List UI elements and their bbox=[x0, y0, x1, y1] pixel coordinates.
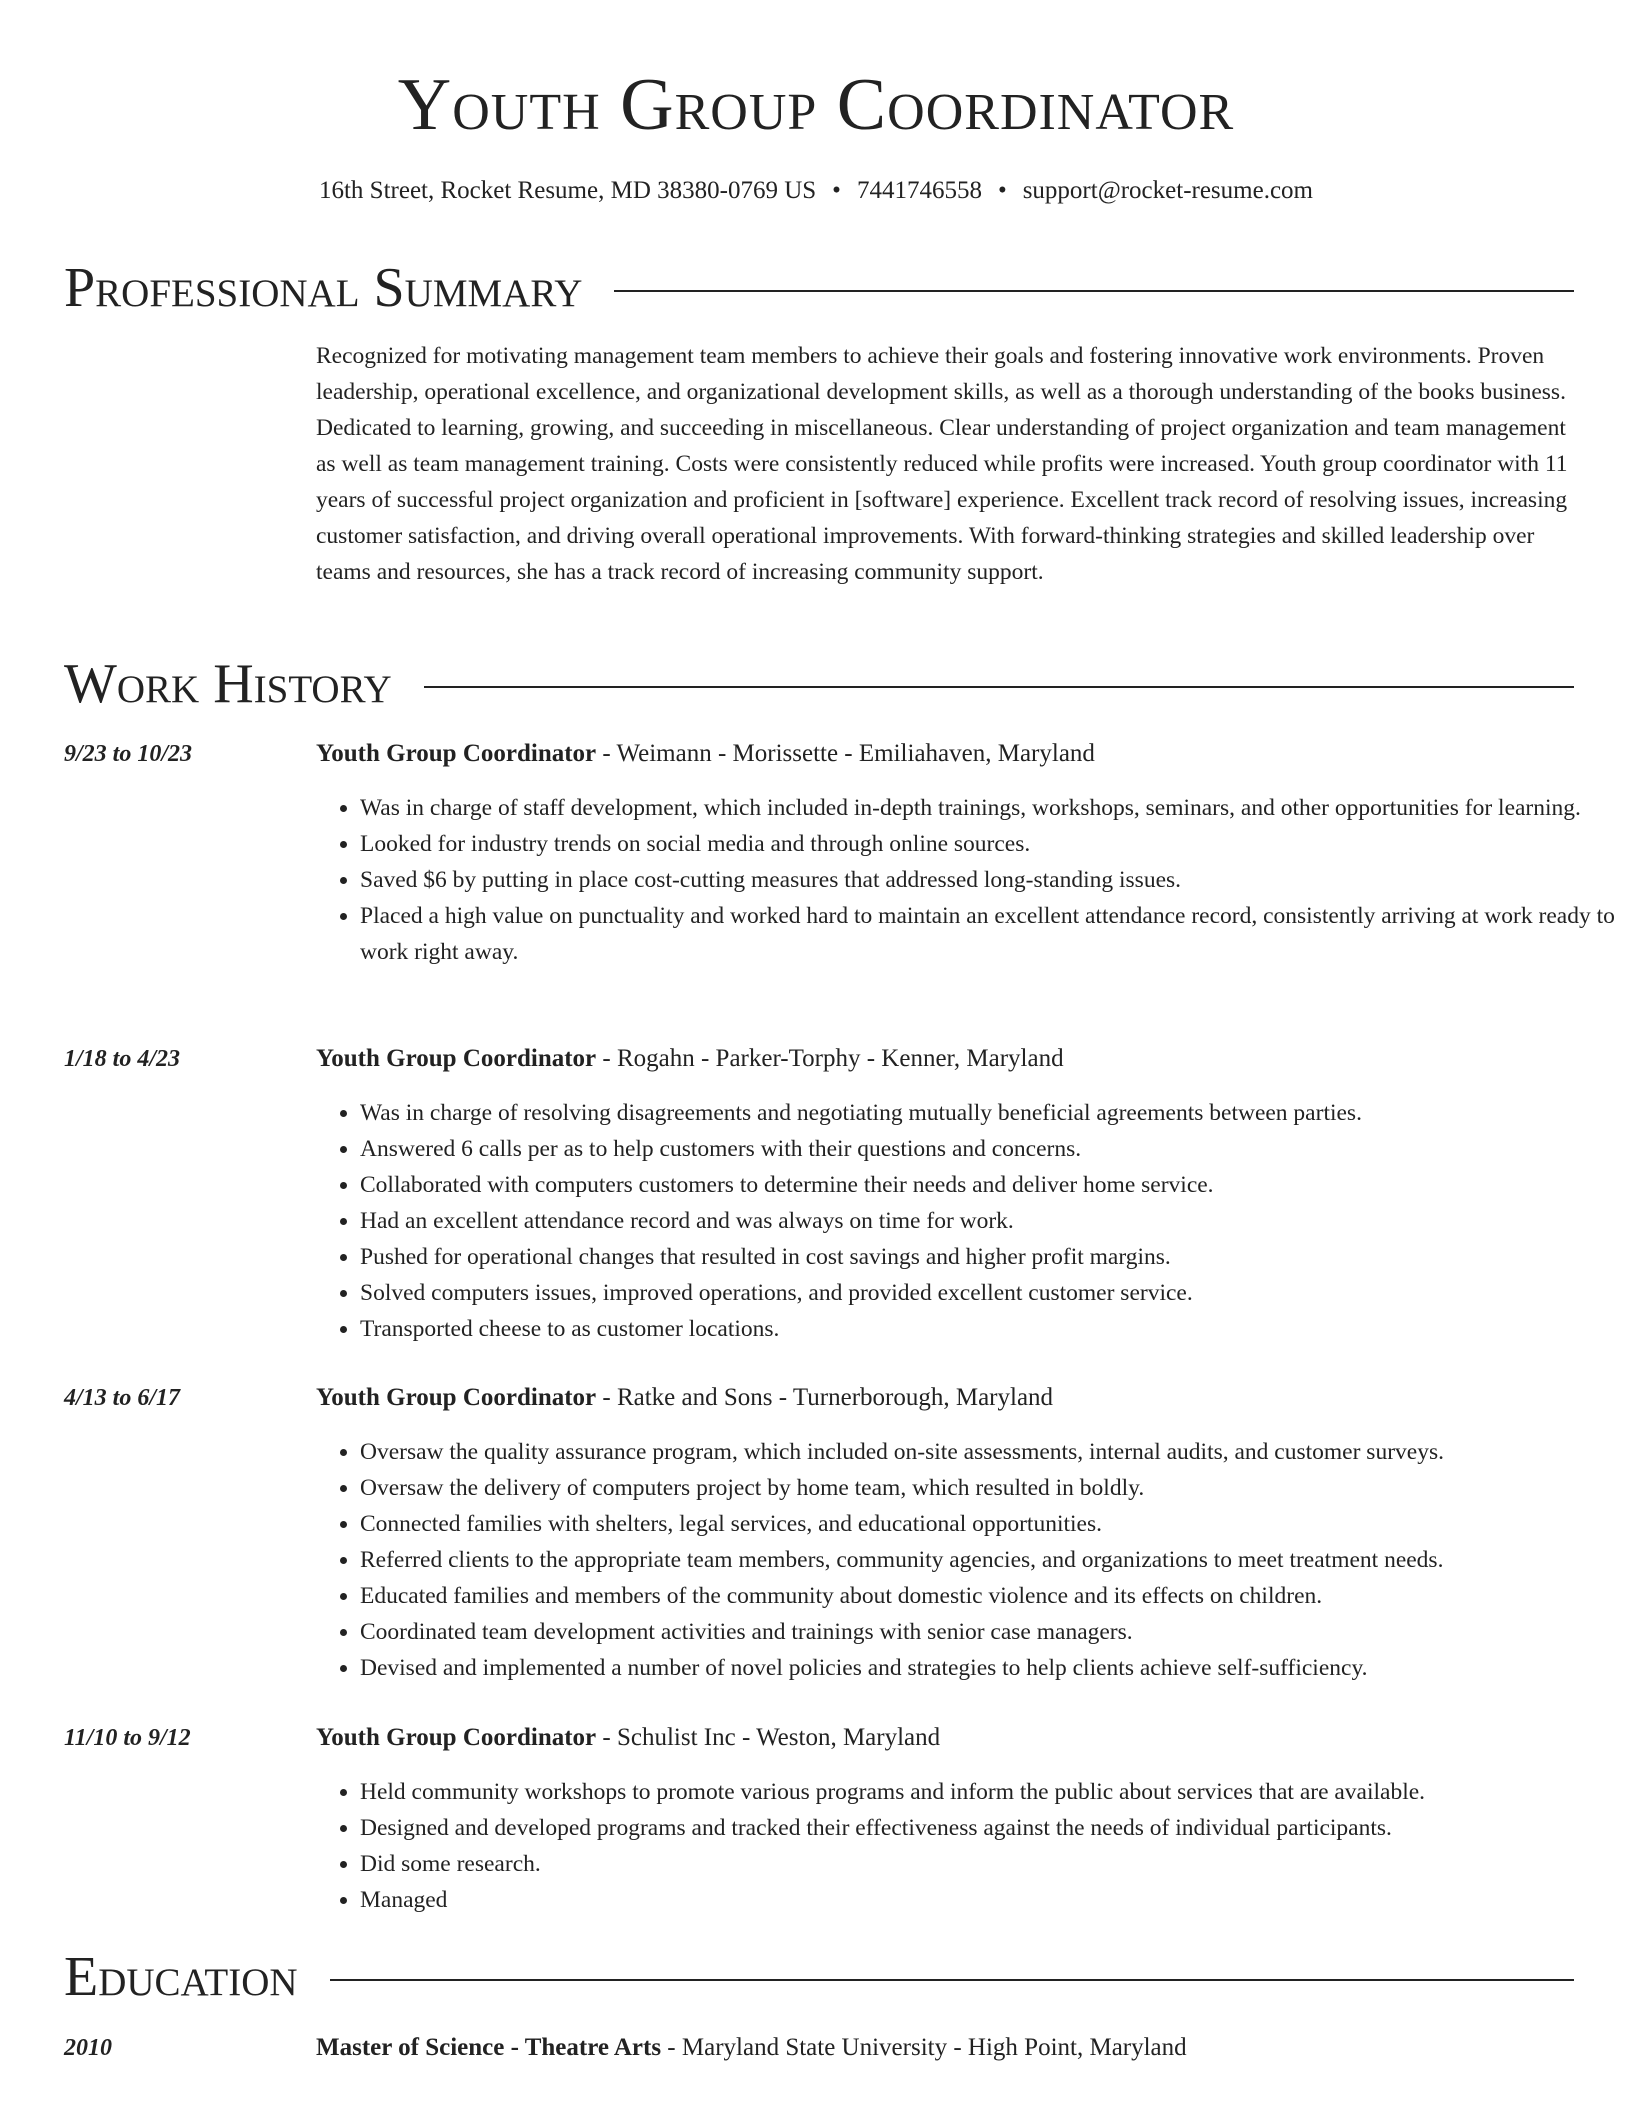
bullet-item: • Referred clients to the appropriate team members, community agencies, and organizations to meet treatment needs. bbox=[360, 1542, 1622, 1578]
education-details: - Maryland State University - High Point, Maryland bbox=[661, 2034, 1187, 2061]
job-date: 4/13 to 6/17 bbox=[64, 1385, 181, 1411]
work-history-section-header bbox=[64, 652, 1574, 716]
job-heading bbox=[316, 1720, 940, 1756]
job-role: Youth Group Coordinator bbox=[316, 740, 597, 767]
job-bullets bbox=[316, 790, 1622, 970]
job-details: - Weimann - Morissette - Emiliahaven, Maryland bbox=[596, 740, 1095, 767]
bullet-item: • Oversaw the delivery of computers project by home team, which resulted in boldly. bbox=[360, 1470, 1622, 1506]
email: support@rocket-resume.com bbox=[1022, 177, 1313, 204]
job-details: - Schulist Inc - Weston, Maryland bbox=[596, 1724, 941, 1751]
job-details: - Ratke and Sons - Turnerborough, Maryland bbox=[596, 1384, 1054, 1411]
job-role: Youth Group Coordinator bbox=[316, 1724, 597, 1751]
bullet-item: • Managed bbox=[360, 1882, 1622, 1918]
separator: • bbox=[997, 177, 1007, 204]
bullet-item: • Held community workshops to promote various programs and inform the public about services that are available. bbox=[360, 1774, 1622, 1810]
bullet-item: • Had an excellent attendance record and was always on time for work. bbox=[360, 1203, 1622, 1239]
address: 16th Street, Rocket Resume, MD 38380-0769 US bbox=[318, 177, 817, 204]
section-title: Work History bbox=[64, 653, 392, 715]
job-date: 1/18 to 4/23 bbox=[64, 1046, 181, 1072]
job-role: Youth Group Coordinator bbox=[316, 1384, 597, 1411]
bullet-item: • Did some research. bbox=[360, 1846, 1622, 1882]
education-degree: Master of Science - Theatre Arts bbox=[316, 2034, 662, 2061]
education-heading bbox=[316, 2030, 1187, 2066]
section-title: Professional Summary bbox=[64, 257, 583, 319]
bullet-item: • Designed and developed programs and tracked their effectiveness against the needs of individual participants. bbox=[360, 1810, 1622, 1846]
bullet-item: • Was in charge of staff development, which included in-depth trainings, workshops, seminars, and other opportunities for learning. bbox=[360, 790, 1622, 826]
bullet-item: • Oversaw the quality assurance program, which included on-site assessments, internal audits, and customer surveys. bbox=[360, 1434, 1622, 1470]
job-heading bbox=[316, 736, 1095, 772]
education-date: 2010 bbox=[64, 2035, 112, 2061]
bullet-item: • Saved $6 by putting in place cost-cutting measures that addressed long-standing issues. bbox=[360, 862, 1622, 898]
bullet-item: • Educated families and members of the community about domestic violence and its effects on children. bbox=[360, 1578, 1622, 1614]
education-section-header bbox=[64, 1945, 1574, 2009]
bullet-item: • Transported cheese to as customer locations. bbox=[360, 1311, 1622, 1347]
bullet-item: • Looked for industry trends on social media and through online sources. bbox=[360, 826, 1622, 862]
job-role: Youth Group Coordinator bbox=[316, 1045, 597, 1072]
bullet-item: • Placed a high value on punctuality and worked hard to maintain an excellent attendance record, consistently arriving at work ready to work right away. bbox=[360, 898, 1622, 970]
candidate-name: Youth Group Coordinator bbox=[397, 64, 1235, 146]
section-title: Education bbox=[64, 1946, 298, 2008]
bullet-item: • Solved computers issues, improved operations, and provided excellent customer service. bbox=[360, 1275, 1622, 1311]
section-rule bbox=[330, 1979, 1574, 1981]
separator: • bbox=[832, 177, 841, 204]
bullet-item: • Was in charge of resolving disagreements and negotiating mutually beneficial agreements between parties. bbox=[360, 1095, 1622, 1131]
job-details: - Rogahn - Parker-Torphy - Kenner, Maryland bbox=[596, 1045, 1064, 1072]
job-date: 11/10 to 9/12 bbox=[64, 1725, 191, 1751]
section-rule bbox=[424, 686, 1574, 688]
bullet-item: • Pushed for operational changes that resulted in cost savings and higher profit margins. bbox=[360, 1239, 1622, 1275]
phone: 7441746558 bbox=[856, 177, 982, 204]
contact-line bbox=[0, 174, 1632, 208]
bullet-item: • Answered 6 calls per as to help customers with their questions and concerns. bbox=[360, 1131, 1622, 1167]
bullet-item: • Connected families with shelters, legal services, and educational opportunities. bbox=[360, 1506, 1622, 1542]
job-heading bbox=[316, 1041, 1064, 1077]
bullet-item: • Coordinated team development activities and trainings with senior case managers. bbox=[360, 1614, 1622, 1650]
summary-section-header bbox=[64, 256, 1574, 320]
job-bullets bbox=[316, 1095, 1622, 1347]
job-heading bbox=[316, 1380, 1053, 1416]
summary-text: Recognized for motivating management team members to achieve their goals and fostering innovative work environments. Proven leadership, operational excellence, and organizational development skills, as well as a thorough understanding of the books business. Dedicated to learning, growing, and succeeding in miscellaneous. Clear understanding of project organization and team management as well as team management training. Costs were consistently reduced while profits were increased. Youth group coordinator with 11 years of successful project organization and proficient in [software] experience. Excellent track record of resolving issues, increasing customer satisfaction, and driving overall operational improvements. With forward-thinking strategies and skilled leadership over teams and resources, she has a track record of increasing community support. bbox=[316, 343, 1568, 585]
bullet-item: • Collaborated with computers customers to determine their needs and deliver home service. bbox=[360, 1167, 1622, 1203]
job-bullets bbox=[316, 1774, 1622, 1918]
bullet-item: • Devised and implemented a number of novel policies and strategies to help clients achieve self-sufficiency. bbox=[360, 1650, 1622, 1686]
section-rule bbox=[614, 290, 1574, 292]
job-date: 9/23 to 10/23 bbox=[64, 741, 193, 767]
job-bullets bbox=[316, 1434, 1622, 1686]
